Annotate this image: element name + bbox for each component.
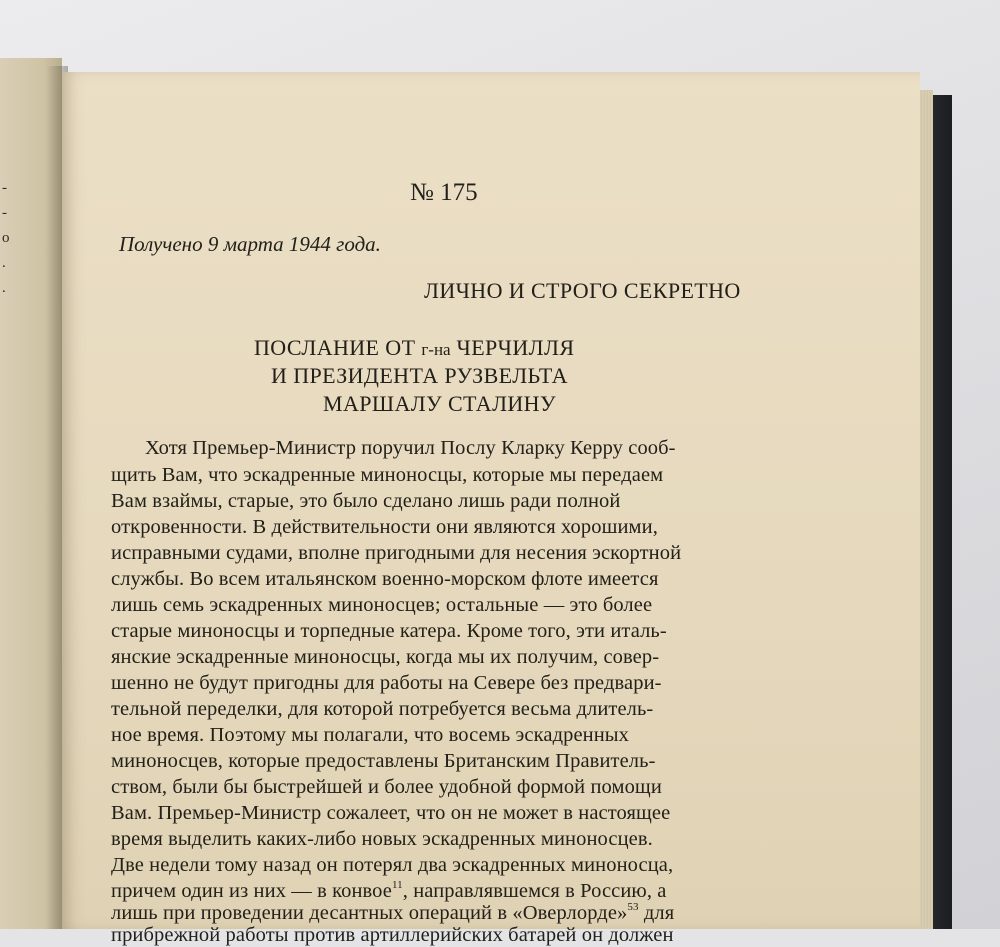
- body-line: щить Вам, что эскадренные миноносцы, которые мы передаем: [111, 464, 664, 486]
- body-line: ством, были бы быстрейшей и более удобной формой помощи: [111, 776, 662, 798]
- body-line: Две недели тому назад он потерял два эскадренных миноносца,: [111, 854, 674, 876]
- body-text: для: [643, 902, 675, 924]
- received-date: Получено 9 марта 1944 года.: [119, 232, 381, 256]
- body-line: исправными судами, вполне пригодными для несения эскортной: [111, 542, 682, 564]
- body-line: старые миноносцы и торпедные катера. Кроме того, эти италь-: [111, 620, 667, 642]
- body-line: Хотя Премьер-Министр поручил Послу Кларку Керру сооб-: [145, 437, 676, 459]
- heading-part: ПОСЛАНИЕ ОТ: [254, 335, 416, 360]
- left-page-marks: [2, 176, 16, 301]
- document-number: № 175: [410, 179, 478, 206]
- body-line: откровенности. В действительности они являются хорошими,: [111, 516, 658, 538]
- classification-label: ЛИЧНО И СТРОГО СЕКРЕТНО: [424, 278, 741, 303]
- heading-line-3: МАРШАЛУ СТАЛИНУ: [323, 391, 556, 416]
- left-mark: о: [2, 230, 10, 246]
- body-line: Вам. Премьер-Министр сожалеет, что он не может в настоящее: [111, 802, 671, 824]
- body-line: [111, 880, 667, 903]
- body-line: миноносцев, которые предоставлены Британским Правитель-: [111, 750, 656, 772]
- left-mark: .: [2, 280, 6, 296]
- heading-part: ЧЕРЧИЛЛЯ: [456, 335, 575, 360]
- heading-line-1: [254, 335, 574, 361]
- footnote-ref: 11: [391, 879, 403, 891]
- body-line: янские эскадренные миноносцы, когда мы их получим, совер-: [111, 646, 660, 668]
- body-line: службы. Во всем итальянском военно-морском флоте имеется: [111, 568, 659, 590]
- heading-honorific: г-на: [421, 340, 451, 359]
- body-text: лишь при проведении десантных операций в «Оверлорде»: [111, 902, 628, 924]
- left-mark: -: [2, 205, 7, 221]
- body-line: [111, 902, 674, 925]
- left-mark: .: [2, 255, 6, 271]
- body-line: Вам взаймы, старые, это было сделано лишь ради полной: [111, 490, 621, 512]
- body-line: лишь семь эскадренных миноносцев; остальные — это более: [111, 594, 653, 616]
- body-line: время выделить каких-либо новых эскадренных миноносцев.: [111, 828, 653, 850]
- body-text: , направлявшемся в Россию, а: [402, 880, 667, 902]
- left-mark: -: [2, 180, 7, 196]
- body-line: тельной переделки, для которой потребуется весьма длитель-: [111, 698, 654, 720]
- footnote-ref: 53: [627, 901, 639, 913]
- body-line: шенно не будут пригодны для работы на Севере без предвари-: [111, 672, 662, 694]
- heading-line-2: И ПРЕЗИДЕНТА РУЗВЕЛЬТА: [271, 363, 568, 388]
- body-line: ное время. Поэтому мы полагали, что восемь эскадренных: [111, 724, 630, 746]
- body-text: причем один из них — в конвое: [111, 880, 392, 902]
- body-line: прибрежной работы против артиллерийских батарей он должен: [111, 924, 674, 946]
